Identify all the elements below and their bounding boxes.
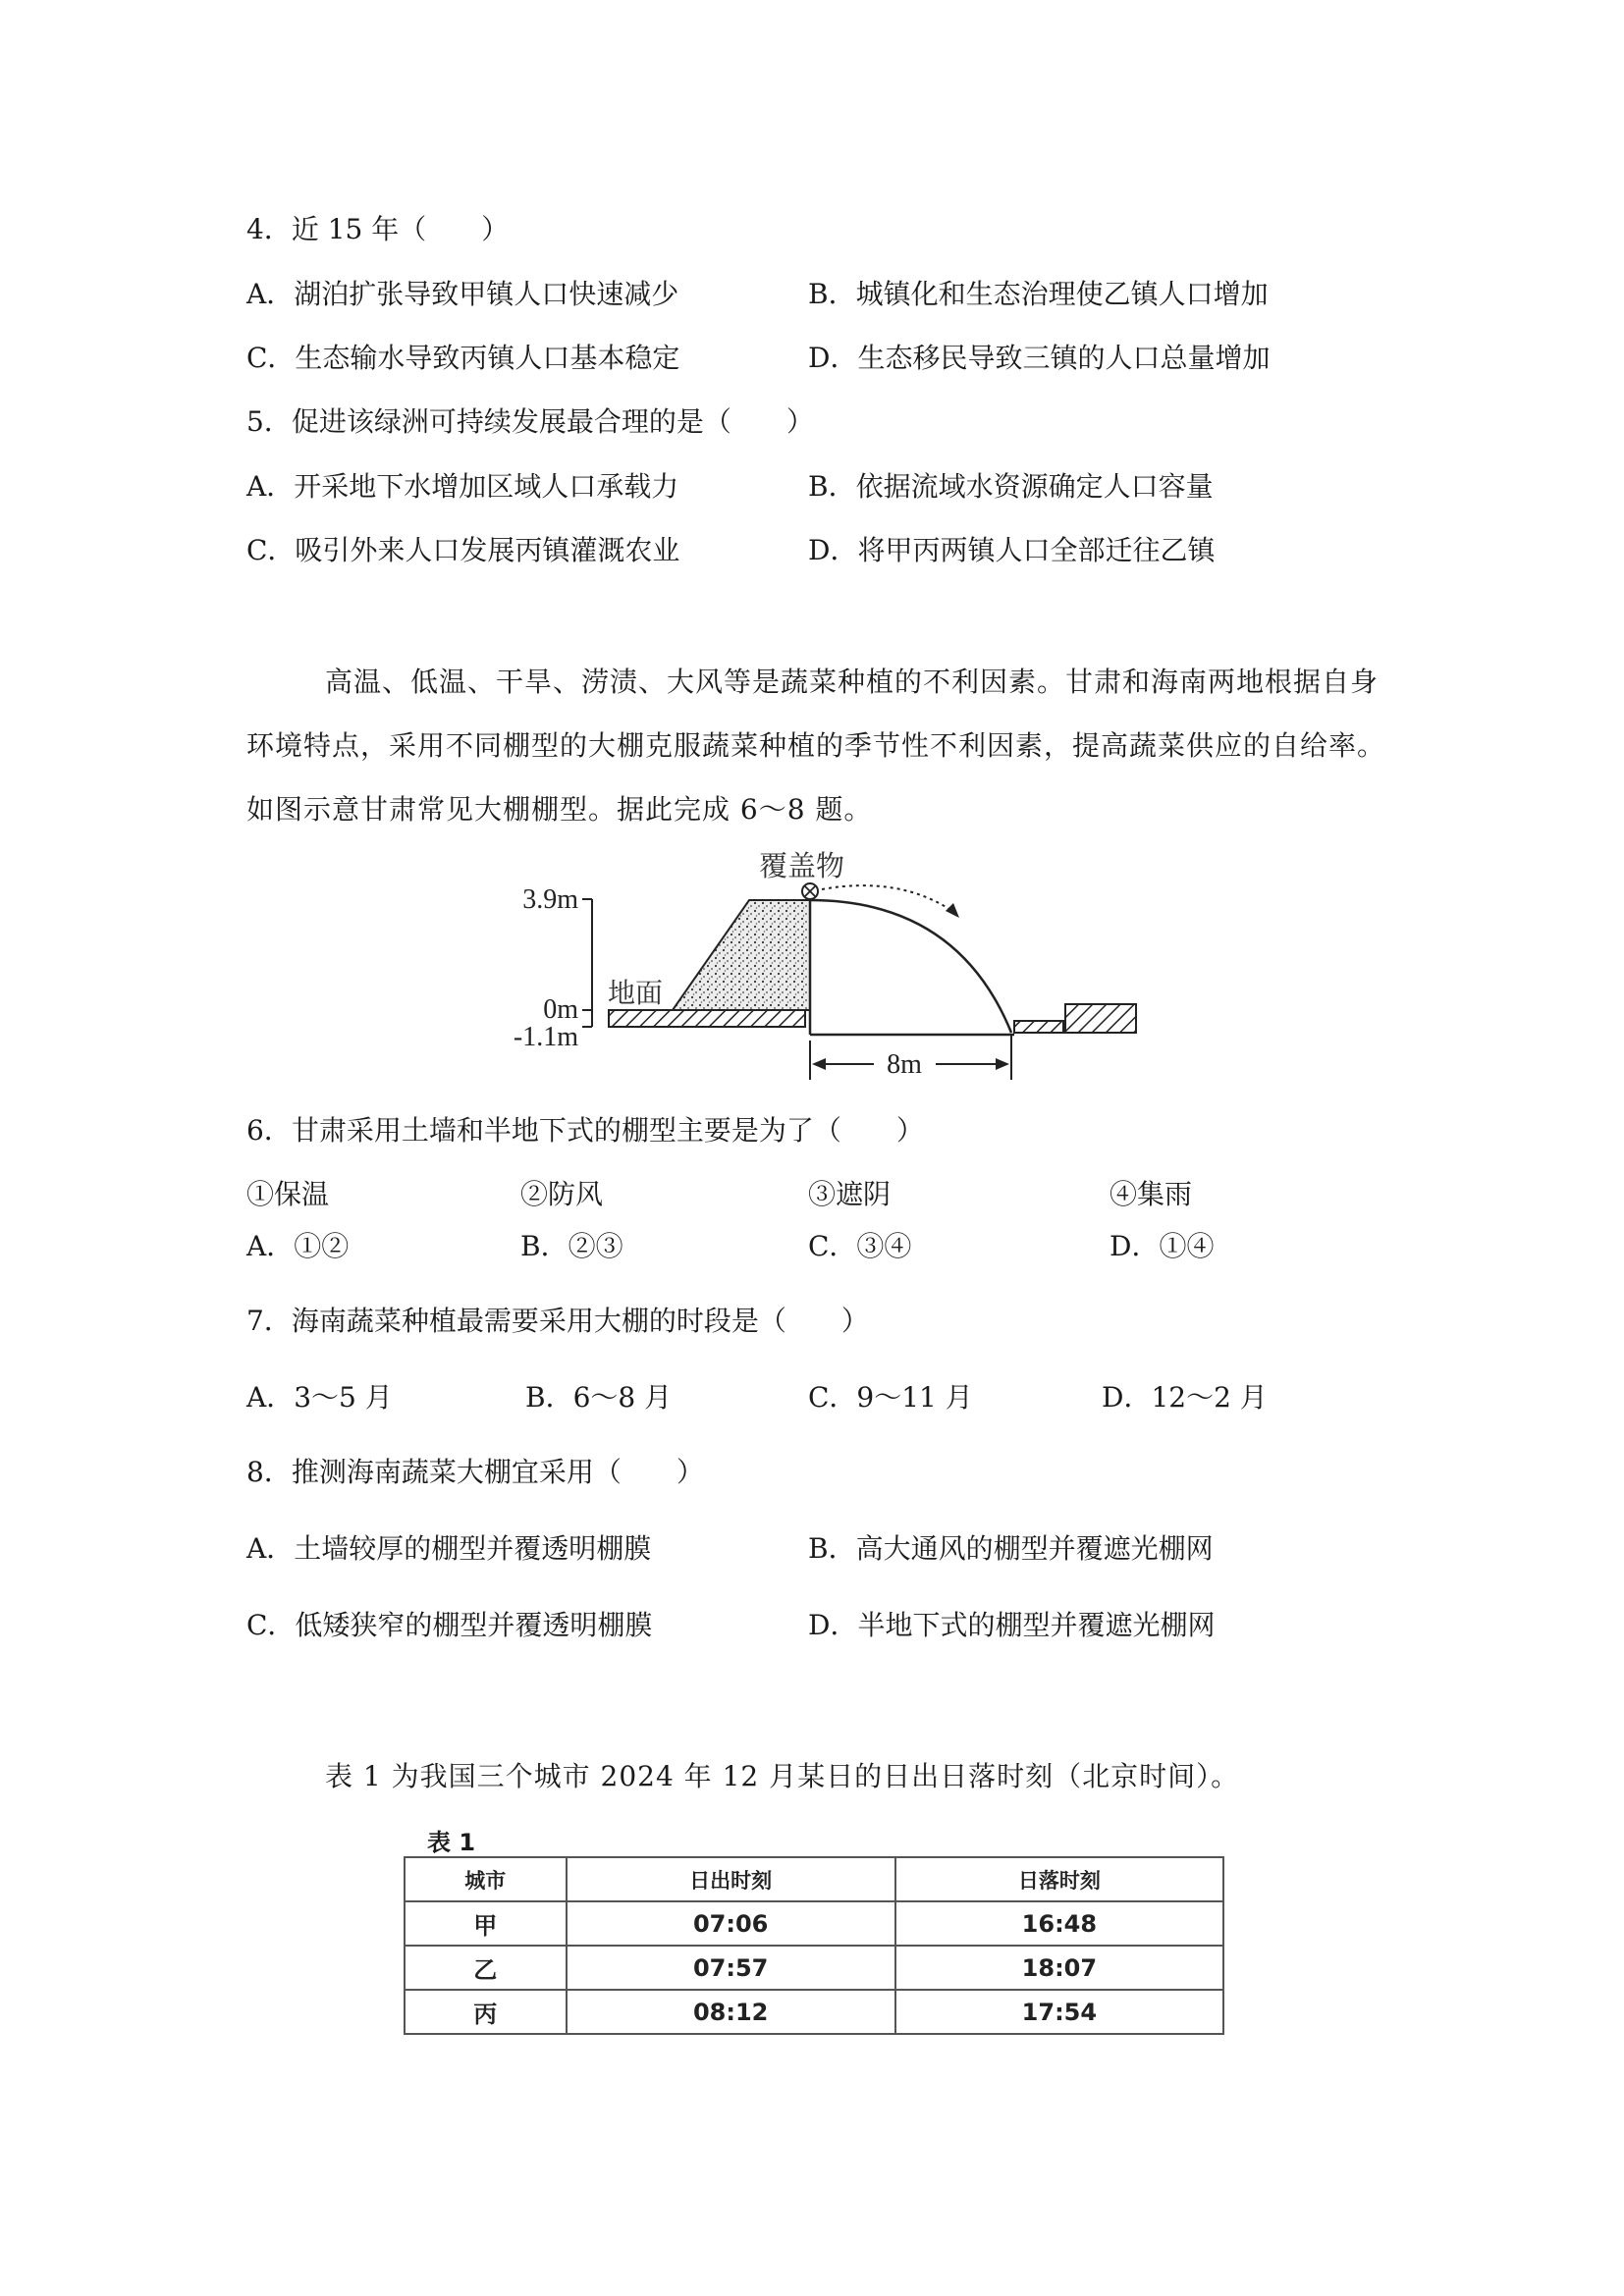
q6-item-2: ②防风 xyxy=(520,1178,604,1210)
q5-option-c: C．吸引外来人口发展丙镇灌溉农业 xyxy=(246,534,680,566)
q5-option-d: D．将甲丙两镇人口全部迁往乙镇 xyxy=(808,534,1216,566)
q7-stem: 7．海南蔬菜种植最需要采用大棚的时段是（ ） xyxy=(246,1305,869,1337)
height-top-label: 3.9m xyxy=(522,884,578,915)
cell-sunset: 16:48 xyxy=(895,1901,1223,1946)
table-header-row xyxy=(405,1857,1223,1901)
table-row xyxy=(405,1946,1223,1990)
height-neg-label: -1.1m xyxy=(513,1022,578,1052)
q7-option-d: D．12～2 月 xyxy=(1102,1381,1268,1414)
cover-direction-arrow xyxy=(822,885,952,911)
table-caption: 表 1 xyxy=(427,1829,476,1856)
q7-option-b: B．6～8 月 xyxy=(525,1381,673,1414)
height-zero-label: 0m xyxy=(543,994,578,1025)
q7-option-c: C．9～11 月 xyxy=(808,1381,973,1414)
q6-item-3: ③遮阴 xyxy=(808,1178,892,1210)
ground-hatch-left xyxy=(609,1010,805,1027)
cell-city: 丙 xyxy=(405,1990,567,2034)
greenhouse-diagram xyxy=(486,846,1154,1092)
q6-option-b: B．②③ xyxy=(520,1230,623,1262)
width-label: 8m xyxy=(887,1049,922,1080)
q4-option-c: C．生态输水导致丙镇人口基本稳定 xyxy=(246,342,680,374)
q8-option-a: A．土墙较厚的棚型并覆透明棚膜 xyxy=(246,1532,652,1565)
q6-item-4: ④集雨 xyxy=(1110,1178,1193,1210)
sunrise-sunset-table xyxy=(404,1856,1224,2035)
ground-label: 地面 xyxy=(608,979,664,1009)
q5-option-b: B．依据流域水资源确定人口容量 xyxy=(808,470,1214,503)
q7-option-a: A．3～5 月 xyxy=(246,1381,393,1414)
table-row xyxy=(405,1901,1223,1946)
passage1-line3: 如图示意甘肃常见大棚棚型。据此完成 6～8 题。 xyxy=(246,793,873,826)
greenhouse-arch xyxy=(810,900,1011,1033)
q6-option-c: C．③④ xyxy=(808,1230,912,1262)
q8-option-c: C．低矮狭窄的棚型并覆透明棚膜 xyxy=(246,1609,653,1641)
q8-option-d: D．半地下式的棚型并覆遮光棚网 xyxy=(808,1609,1216,1641)
cell-sunrise: 07:06 xyxy=(567,1901,895,1946)
q4-option-d: D．生态移民导致三镇的人口总量增加 xyxy=(808,342,1271,374)
ground-hatch-right-low xyxy=(1014,1021,1063,1033)
q6-item-1: ①保温 xyxy=(246,1178,330,1210)
passage1-line2: 环境特点，采用不同棚型的大棚克服蔬菜种植的季节性不利因素，提高蔬菜供应的自给率。 xyxy=(246,729,1386,762)
arrow-head-icon xyxy=(946,903,959,918)
passage1-line1: 高温、低温、干旱、涝渍、大风等是蔬菜种植的不利因素。甘肃和海南两地根据自身 xyxy=(325,666,1380,698)
q4-option-a: A．湖泊扩张导致甲镇人口快速减少 xyxy=(246,278,679,310)
cell-city: 乙 xyxy=(405,1946,567,1990)
ground-hatch-right-high xyxy=(1065,1004,1136,1033)
table-row xyxy=(405,1990,1223,2034)
cell-sunset: 18:07 xyxy=(895,1946,1223,1990)
q4-stem: 4．近 15 年（ ） xyxy=(246,213,510,245)
q5-stem: 5．促进该绿洲可持续发展最合理的是（ ） xyxy=(246,405,814,438)
q6-option-d: D．①④ xyxy=(1110,1230,1215,1262)
cell-city: 甲 xyxy=(405,1901,567,1946)
q8-option-b: B．高大通风的棚型并覆遮光棚网 xyxy=(808,1532,1214,1565)
q6-option-a: A．①② xyxy=(246,1230,350,1262)
q8-stem: 8．推测海南蔬菜大棚宜采用（ ） xyxy=(246,1456,704,1488)
cell-sunset: 17:54 xyxy=(895,1990,1223,2034)
header-sunset: 日落时刻 xyxy=(895,1857,1223,1901)
q4-option-b: B．城镇化和生态治理使乙镇人口增加 xyxy=(808,278,1269,310)
header-city: 城市 xyxy=(405,1857,567,1901)
cell-sunrise: 07:57 xyxy=(567,1946,895,1990)
earth-wall xyxy=(673,900,810,1010)
q5-option-a: A．开采地下水增加区域人口承载力 xyxy=(246,470,679,503)
q6-stem: 6．甘肃采用土墙和半地下式的棚型主要是为了（ ） xyxy=(246,1114,924,1147)
header-sunrise: 日出时刻 xyxy=(567,1857,895,1901)
passage2: 表 1 为我国三个城市 2024 年 12 月某日的日出日落时刻（北京时间）。 xyxy=(325,1760,1240,1792)
cell-sunrise: 08:12 xyxy=(567,1990,895,2034)
cover-label: 覆盖物 xyxy=(759,851,845,882)
